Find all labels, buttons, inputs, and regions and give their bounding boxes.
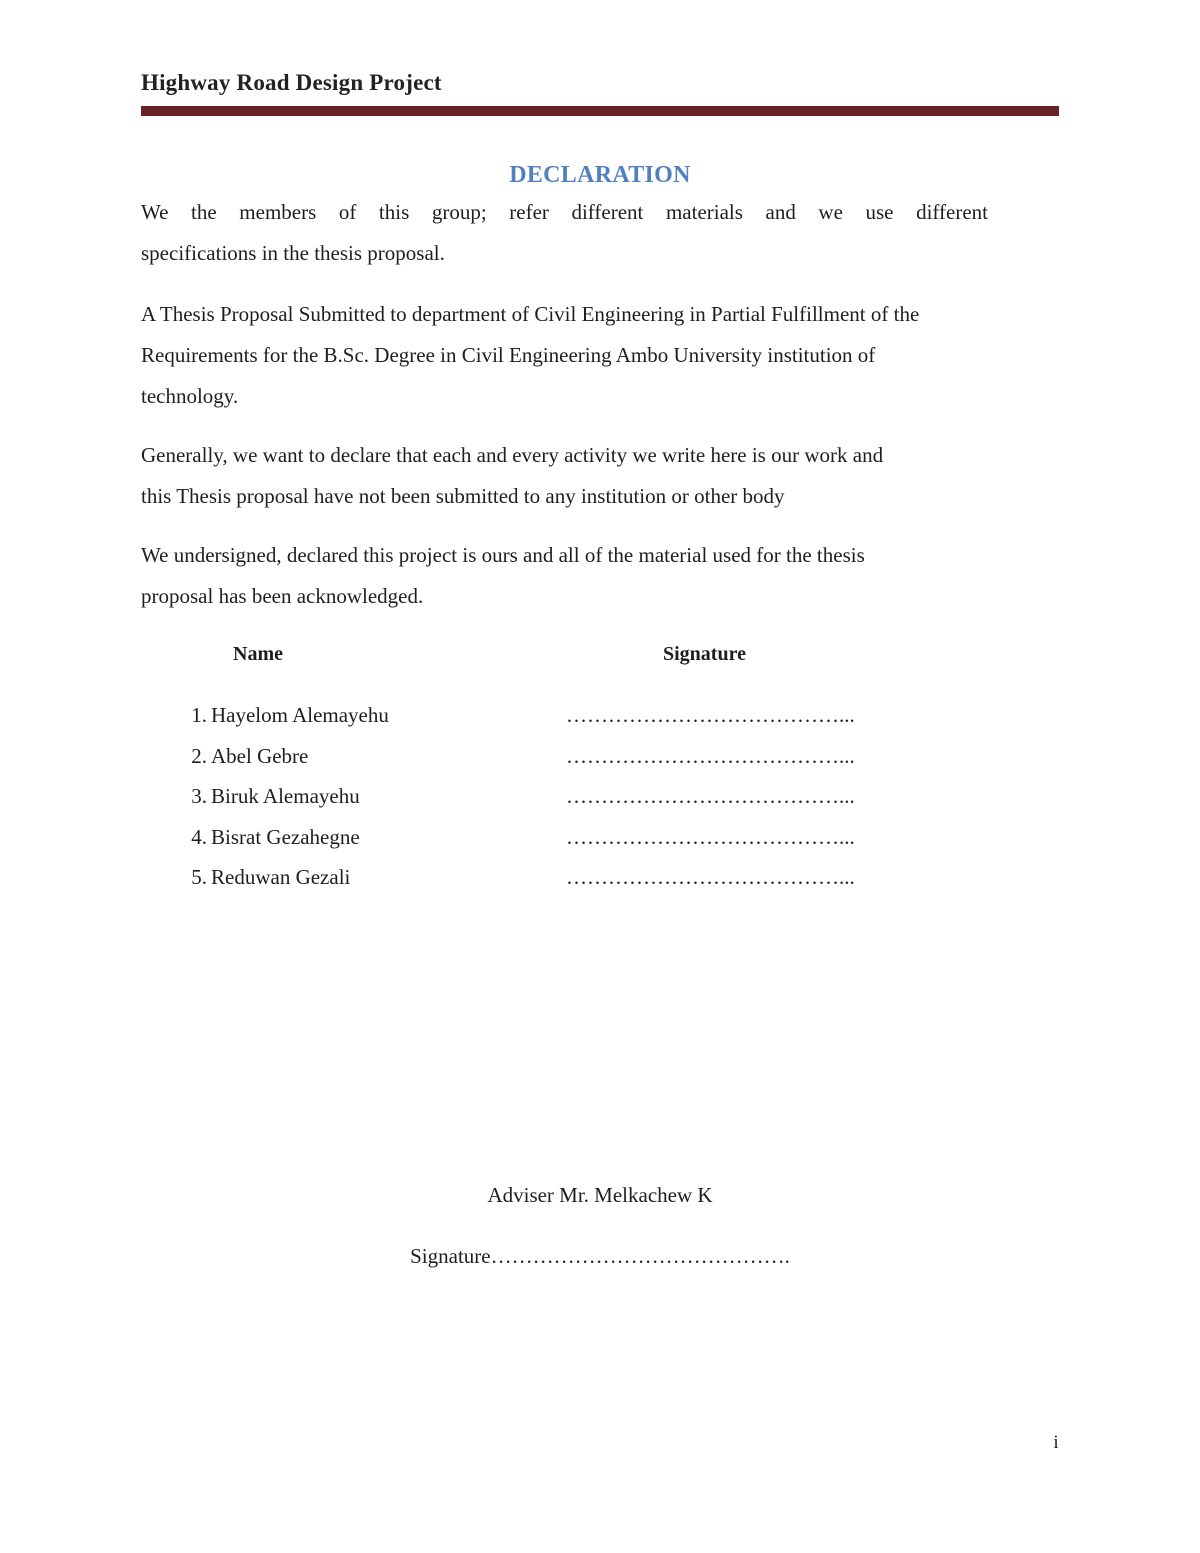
member-signature-line: …………………………………... — [566, 703, 855, 727]
paragraph-3 — [141, 435, 1041, 517]
member-signature-line: …………………………………... — [566, 824, 855, 849]
member-number: 4. — [191, 824, 207, 849]
member-name: Reduwan Gezali — [211, 865, 351, 889]
paragraph-2-line-1: A Thesis Proposal Submitted to department of Civil Engineering in Partial Fulfillment of the — [141, 302, 920, 326]
paragraph-2-line-2: Requirements for the B.Sc. Degree in Civil Engineering Ambo University institution of — [141, 343, 876, 367]
member-row — [183, 695, 883, 736]
member-number: 3. — [191, 784, 207, 808]
paragraph-4 — [141, 535, 1041, 617]
member-name: Abel Gebre — [211, 743, 309, 768]
member-signature-line: …………………………………... — [566, 743, 855, 768]
paragraph-3-line-1: Generally, we want to declare that each and every activity we write here is our work and — [141, 443, 884, 467]
paragraph-2-line-3: technology. — [141, 384, 239, 408]
member-row — [183, 857, 883, 898]
running-header-title: Highway Road Design Project — [141, 70, 442, 95]
member-name: Hayelom Alemayehu — [211, 703, 389, 727]
adviser-signature-line: Signature……………………………………. — [410, 1244, 790, 1268]
member-name: Bisrat Gezahegne — [211, 824, 360, 849]
name-column-header: Name — [233, 643, 283, 665]
member-signature-line: …………………………………... — [566, 865, 855, 889]
signature-column-header: Signature — [663, 643, 746, 665]
declaration-heading: DECLARATION — [509, 162, 691, 188]
paragraph-1-line-2: specifications in the thesis proposal. — [141, 241, 445, 265]
paragraph-1 — [141, 192, 988, 274]
member-row — [183, 776, 883, 817]
paragraph-1-line-1: We the members of this group; refer different materials and we use different — [141, 200, 988, 224]
adviser-name: Adviser Mr. Melkachew K — [487, 1183, 713, 1207]
member-number: 2. — [191, 743, 207, 768]
header-rule — [141, 106, 1059, 116]
members-list — [183, 695, 883, 898]
member-number: 1. — [191, 703, 207, 727]
paragraph-2 — [141, 294, 1041, 417]
member-signature-line: …………………………………... — [566, 784, 855, 808]
page-number: i — [1053, 1432, 1059, 1453]
member-name: Biruk Alemayehu — [211, 784, 360, 808]
paragraph-4-line-2: proposal has been acknowledged. — [141, 584, 424, 608]
member-row — [183, 817, 883, 858]
member-number: 5. — [191, 865, 207, 889]
paragraph-4-line-1: We undersigned, declared this project is ours and all of the material used for the thesis — [141, 543, 865, 567]
member-row — [183, 736, 883, 777]
paragraph-3-line-2: this Thesis proposal have not been submitted to any institution or other body — [141, 484, 785, 508]
